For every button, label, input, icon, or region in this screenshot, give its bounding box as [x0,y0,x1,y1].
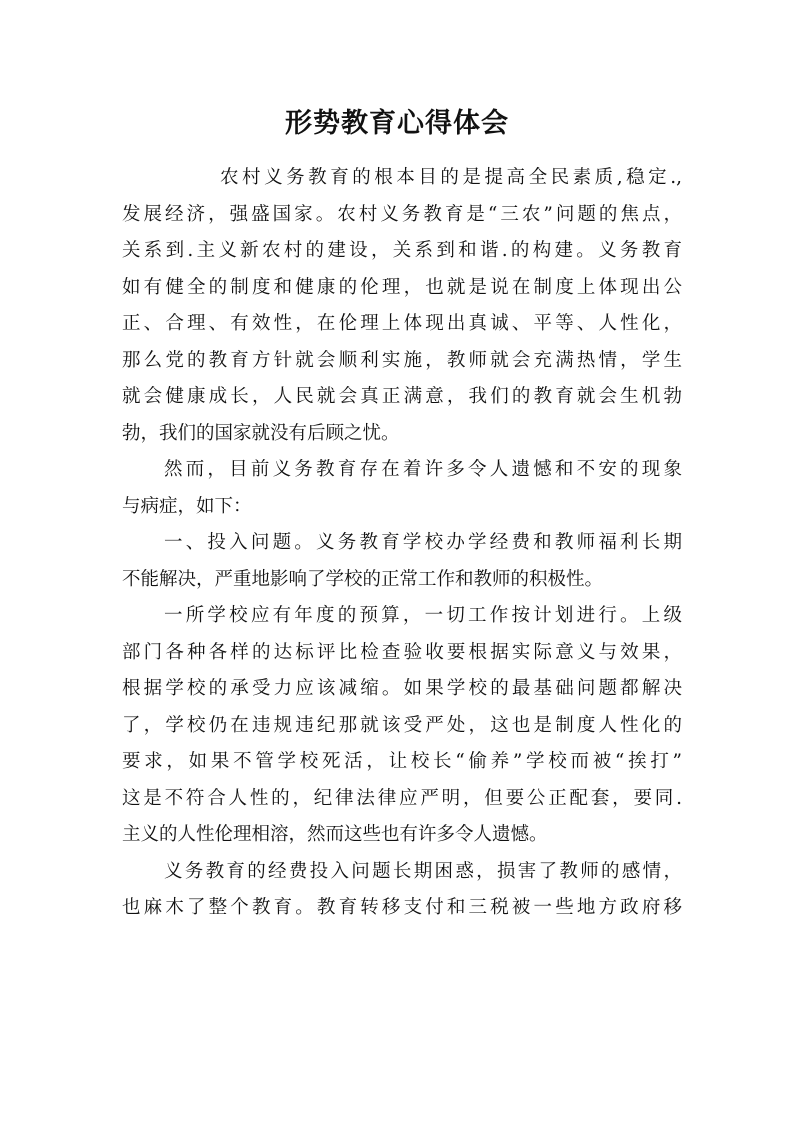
paragraph-line: 根据学校的承受力应该减缩。如果学校的最基础问题都解决 [122,678,682,699]
paragraph-line: 那么党的教育方针就会顺利实施，教师就会充满热情，学生 [122,349,682,371]
paragraph-line: 如有健全的制度和健康的伦理，也就是说在制度上体现出公 [122,276,682,298]
paragraph-line: 然而，目前义务教育存在着许多令人遗憾和不安的现象 [164,459,682,480]
paragraph-line: 不能解决，严重地影响了学校的正常工作和教师的积极性。 [122,568,604,590]
paragraph-line: 与病症，如下： [122,495,252,517]
paragraph-line: 这是不符合人性的，纪律法律应严明，但要公正配套，要同. [122,787,682,809]
paragraph-line: 部门各种各样的达标评比检查验收要根据实际意义与效果， [122,641,682,663]
paragraph-line: 了，学校仍在违规违纪那就该受严处，这也是制度人性化的 [122,714,682,736]
paragraph-line: 勃，我们的国家就没有后顾之忧。 [122,422,400,444]
paragraph-line: 发展经济，强盛国家。农村义务教育是“三农”问题的焦点， [122,203,682,225]
paragraph-line: 农村义务教育的根本目的是提高全民素质,稳定., [220,167,682,188]
paragraph-line: 关系到.主义新农村的建设，关系到和谐.的构建。义务教育 [122,240,682,261]
document-body [122,160,682,927]
paragraph-line: 也麻木了整个教育。教育转移支付和三税被一些地方政府移 [122,897,682,918]
paragraph-line: 就会健康成长，人民就会真正满意，我们的教育就会生机勃 [122,386,682,407]
paragraph-line: 一、投入问题。义务教育学校办学经费和教师福利长期 [164,532,682,553]
paragraph-line: 义务教育的经费投入问题长期困惑，损害了教师的感情， [164,860,682,882]
document-title: 形势教育心得体会 [285,108,509,139]
paragraph-line: 主义的人性伦理相溶，然而这些也有许多令人遗憾。 [122,824,548,845]
paragraph-line: 要求，如果不管学校死活，让校长“偷养”学校而被“挨打” [122,751,682,772]
paragraph-line: 一所学校应有年度的预算，一切工作按计划进行。上级 [164,605,682,626]
paragraph-line: 正、合理、有效性，在伦理上体现出真诚、平等、人性化， [122,313,682,334]
